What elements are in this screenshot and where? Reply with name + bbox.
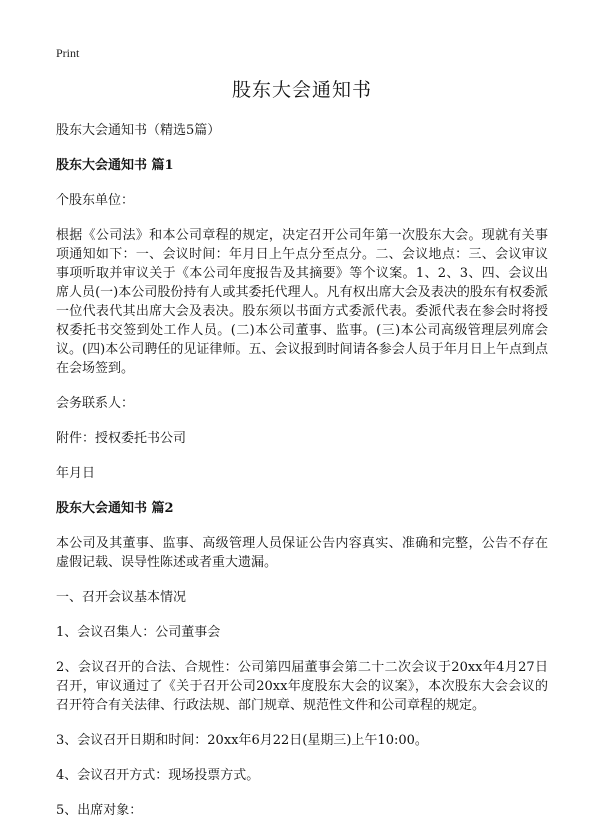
- paragraph: 根据《公司法》和本公司章程的规定，决定召开公司年第一次股东大会。现就有关事项通知如下：一、会议时间：年月日上午点分至点分。二、会议地点：三、会议审议事项听取并审议关于《本公司年度报告及其摘要》等个议案。1、2、3、四、会议出席人员(一)本公司股份持有人或其委托代理人。凡有权出席大会及表决的股东有权委派一位代表代其出席大会及表决。股东须以书面方式委派代表。委派代表在参会时将授权委托书交签到处工作人员。(二)本公司董事、监事。(三)本公司高级管理层列席会议。(四)本公司聘任的见证律师。五、会议报到时间请各参会人员于年月日上午点到点在会场签到。: [56, 228, 548, 376]
- paragraph: 4、会议召开方式：现场投票方式。: [56, 768, 260, 783]
- section-1: [56, 156, 548, 483]
- section-heading: 股东大会通知书 篇1: [56, 158, 174, 173]
- paragraph: 一、召开会议基本情况: [56, 590, 187, 605]
- paragraph: 个股东单位：: [56, 193, 135, 208]
- paragraph: 3、会议召开日期和时间：20xx年6月22日(星期三)上午10:00。: [56, 733, 428, 748]
- paragraph: 附件：授权委托书公司: [56, 431, 187, 446]
- paragraph: 1、会议召集人：公司董事会: [56, 625, 221, 640]
- document-subtitle: 股东大会通知书（精选5篇）: [56, 123, 221, 138]
- print-link[interactable]: Print: [56, 46, 80, 60]
- paragraph: 年月日: [56, 466, 96, 481]
- section-2: [56, 499, 548, 820]
- section-heading: 股东大会通知书 篇2: [56, 501, 174, 516]
- document-title: 股东大会通知书: [231, 79, 372, 101]
- paragraph: 2、会议召开的合法、合规性：公司第四届董事会第二十二次会议于20xx年4月27日召开，审议通过了《关于召开公司20xx年度股东大会的议案》，本次股东大会会议的召开符合有关法律、行政法规、部门规章、规范性文件和公司章程的规定。: [56, 660, 548, 713]
- paragraph: 5、出席对象：: [56, 803, 143, 818]
- paragraph: 本公司及其董事、监事、高级管理人员保证公告内容真实、准确和完整，公告不存在虚假记载、误导性陈述或者重大遗漏。: [56, 536, 548, 570]
- paragraph: 会务联系人：: [56, 396, 135, 411]
- document-body: [56, 76, 548, 836]
